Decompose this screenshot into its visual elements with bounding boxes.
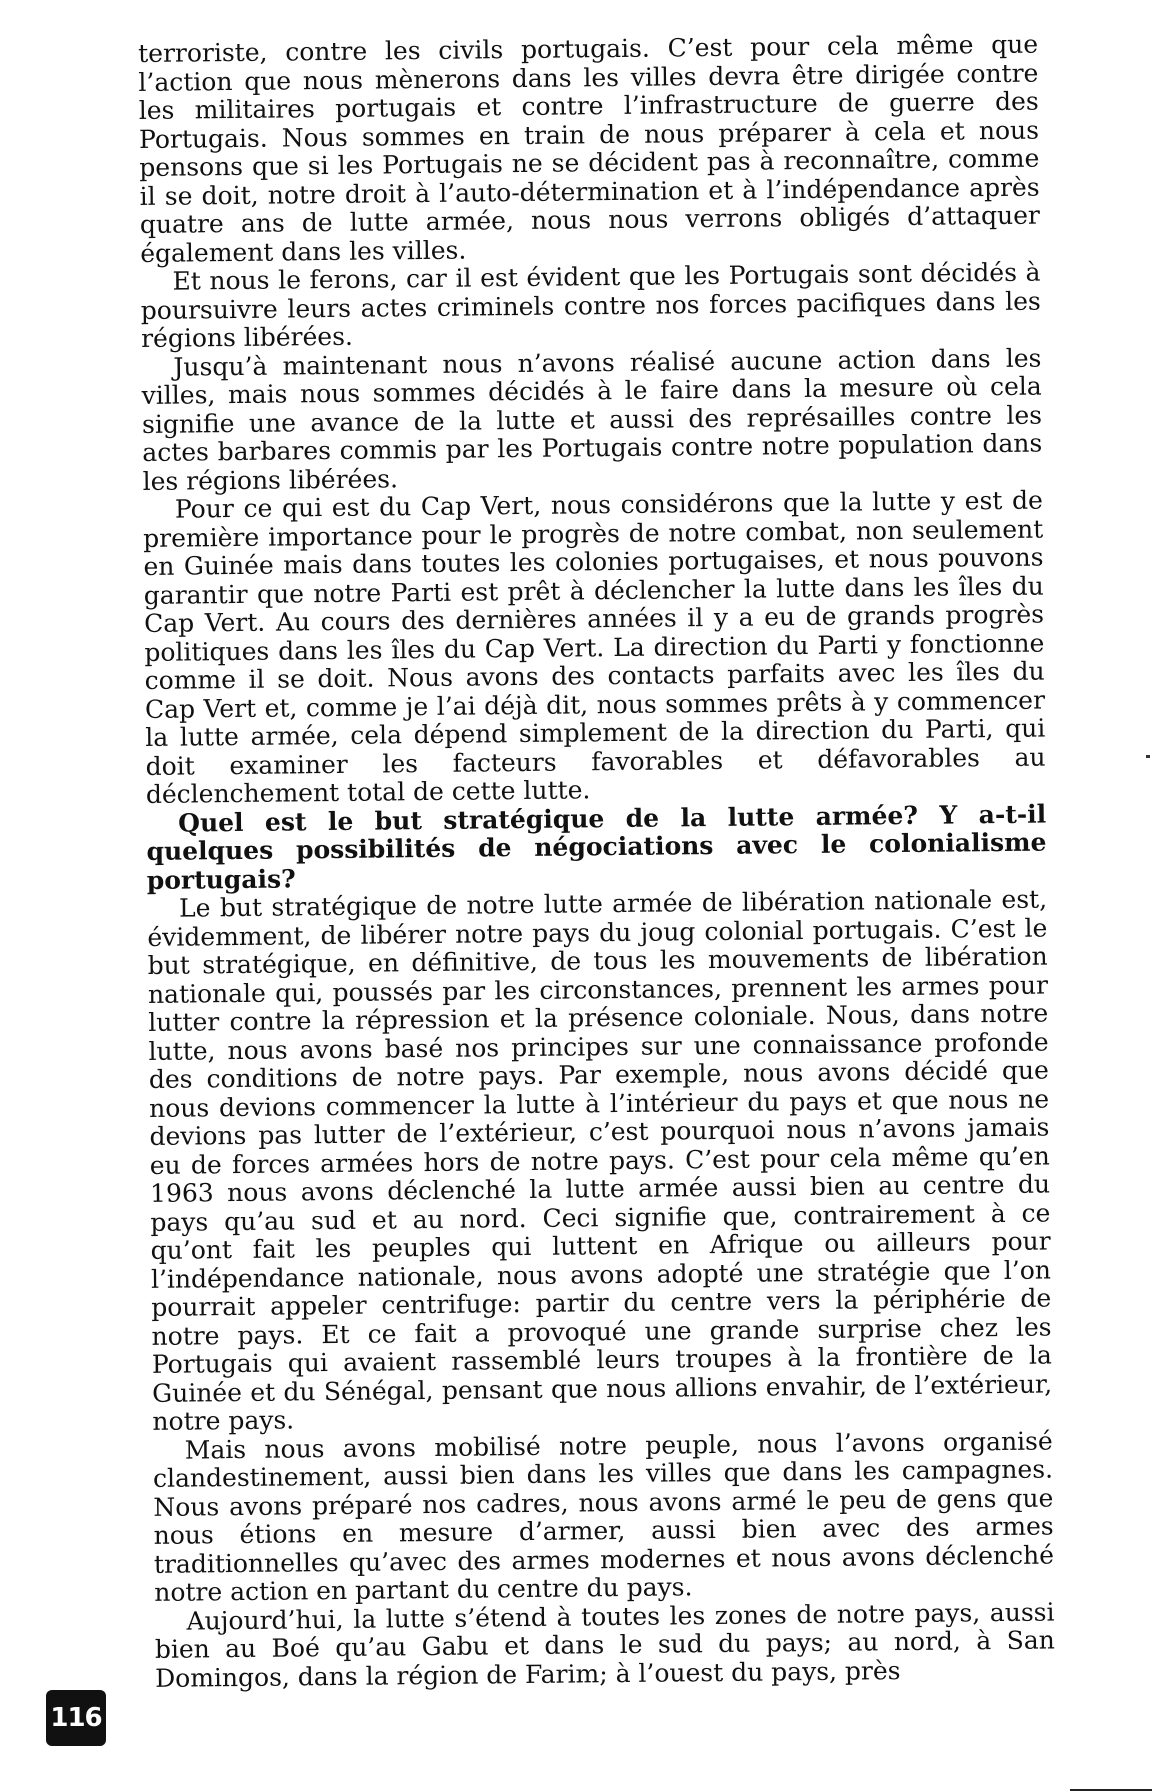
- paragraph: Pour ce qui est du Cap Vert, nous considérons que la lutte y est de première importance pour le progrès de notre combat, non seulement en Guinée mais dans toutes les colonies portugaises, et nous pouvons garantir que notre Parti est prêt à déclencher la lutte dans les îles du Cap Vert. Au cours des dernières années il y a eu de grands progrès politiques dans les îles du Cap Vert. La direction du Parti y fonctionne comme il se doit. Nous avons des contacts parfaits avec les îles du Cap Vert et, comme je l’ai déjà dit, nous sommes prêts à y commencer la lutte armée, cela dépend simplement de la direction du Parti, qui doit examiner les facteurs favorables et défavorables au déclenchement total de cette lutte.: [143, 485, 1046, 809]
- paragraph: Mais nous avons mobilisé notre peuple, nous l’avons organisé clandestinement, aussi bien dans les villes que dans les campagnes. Nous avons préparé nos cadres, nous avons armé le peu de gens que nous étions en mesure d’armer, aussi bien avec des armes traditionnelles qu’avec des armes modernes et nous avons déclenché notre action en partant du centre du pays.: [152, 1425, 1055, 1607]
- paragraph: Aujourd’hui, la lutte s’étend à toutes les zones de notre pays, aussi bien au Boé qu’au Gabu et dans le sud du pays; au nord, à San Domingos, dans la région de Farim; à l’ouest du pays, près: [154, 1596, 1055, 1693]
- paragraph-continuation: terroriste, contre les civils portugais. C’est pour cela même que l’action que nous mènerons dans les villes devra être dirigée contre les militaires portugais et contre l’infrastructure de guerre des Portugais. Nous sommes en train de nous préparer à cela et nous pensons que si les Portugais ne se décident pas à reconnaître, comme il se doit, notre droit à l’auto-détermination et à l’indépendance après quatre ans de lutte armée, nous nous verrons obligés d’attaquer également dans les villes.: [137, 29, 1041, 268]
- interview-question: Quel est le but stratégique de la lutte armée? Y a-t-il quelques possibilités de négociations avec le colonialisme portugais?: [146, 799, 1047, 895]
- paragraph: Le but stratégique de notre lutte armée de libération nationale est, évidemment, de libérer notre pays du joug colonial portugais. C’est le but stratégique, en définitive, de tous les mouvements de libération nationale qui, poussés par les circonstances, prennent les armes pour lutter contre la répression et la présence coloniale. Nous, dans notre lutte, nous avons basé nos principes sur une connaissance profonde des conditions de notre pays. Par exemple, nous avons décidé que nous devions commencer la lutte à l’intérieur du pays et que nous ne devions pas lutter de l’extérieur, c’est pourquoi nous n’avons jamais eu de forces armées hors de notre pays. C’est pour cela même qu’en 1963 nous avons déclenché la lutte armée aussi bien au centre du pays qu’au sud et au nord. Ceci signifie que, contrairement à ce qu’ont fait les peuples qui luttent en Afrique ou ailleurs pour l’indépendance nationale, nous avons adopté une stratégie que l’on pourrait appeler centrifuge: partir du centre vers la périphérie de notre pays. Et ce fait a provoqué une grande surprise chez les Portugais qui avaient rassemblé leurs troupes à la frontière de la Guinée et du Sénégal, pensant que nous allions envahir, de l’extérieur, notre pays.: [147, 884, 1053, 1436]
- page-number-badge: [46, 1690, 106, 1746]
- page-number: 116: [50, 1703, 102, 1733]
- paragraph: Jusqu’à maintenant nous n’avons réalisé aucune action dans les villes, mais nous sommes décidés à le faire dans la mesure où cela signifie une avance de la lutte et aussi des représailles contre les actes barbares commis par les Portugais contre notre population dans les régions libérées.: [141, 343, 1043, 496]
- scan-mark: [1146, 755, 1150, 758]
- page-text: [138, 31, 1055, 1693]
- paragraph: Et nous le ferons, car il est évident que les Portugais sont décidés à poursuivre leurs actes criminels contre nos forces pacifiques dans les régions libérées.: [140, 257, 1041, 353]
- bottom-rule: [1070, 1789, 1152, 1791]
